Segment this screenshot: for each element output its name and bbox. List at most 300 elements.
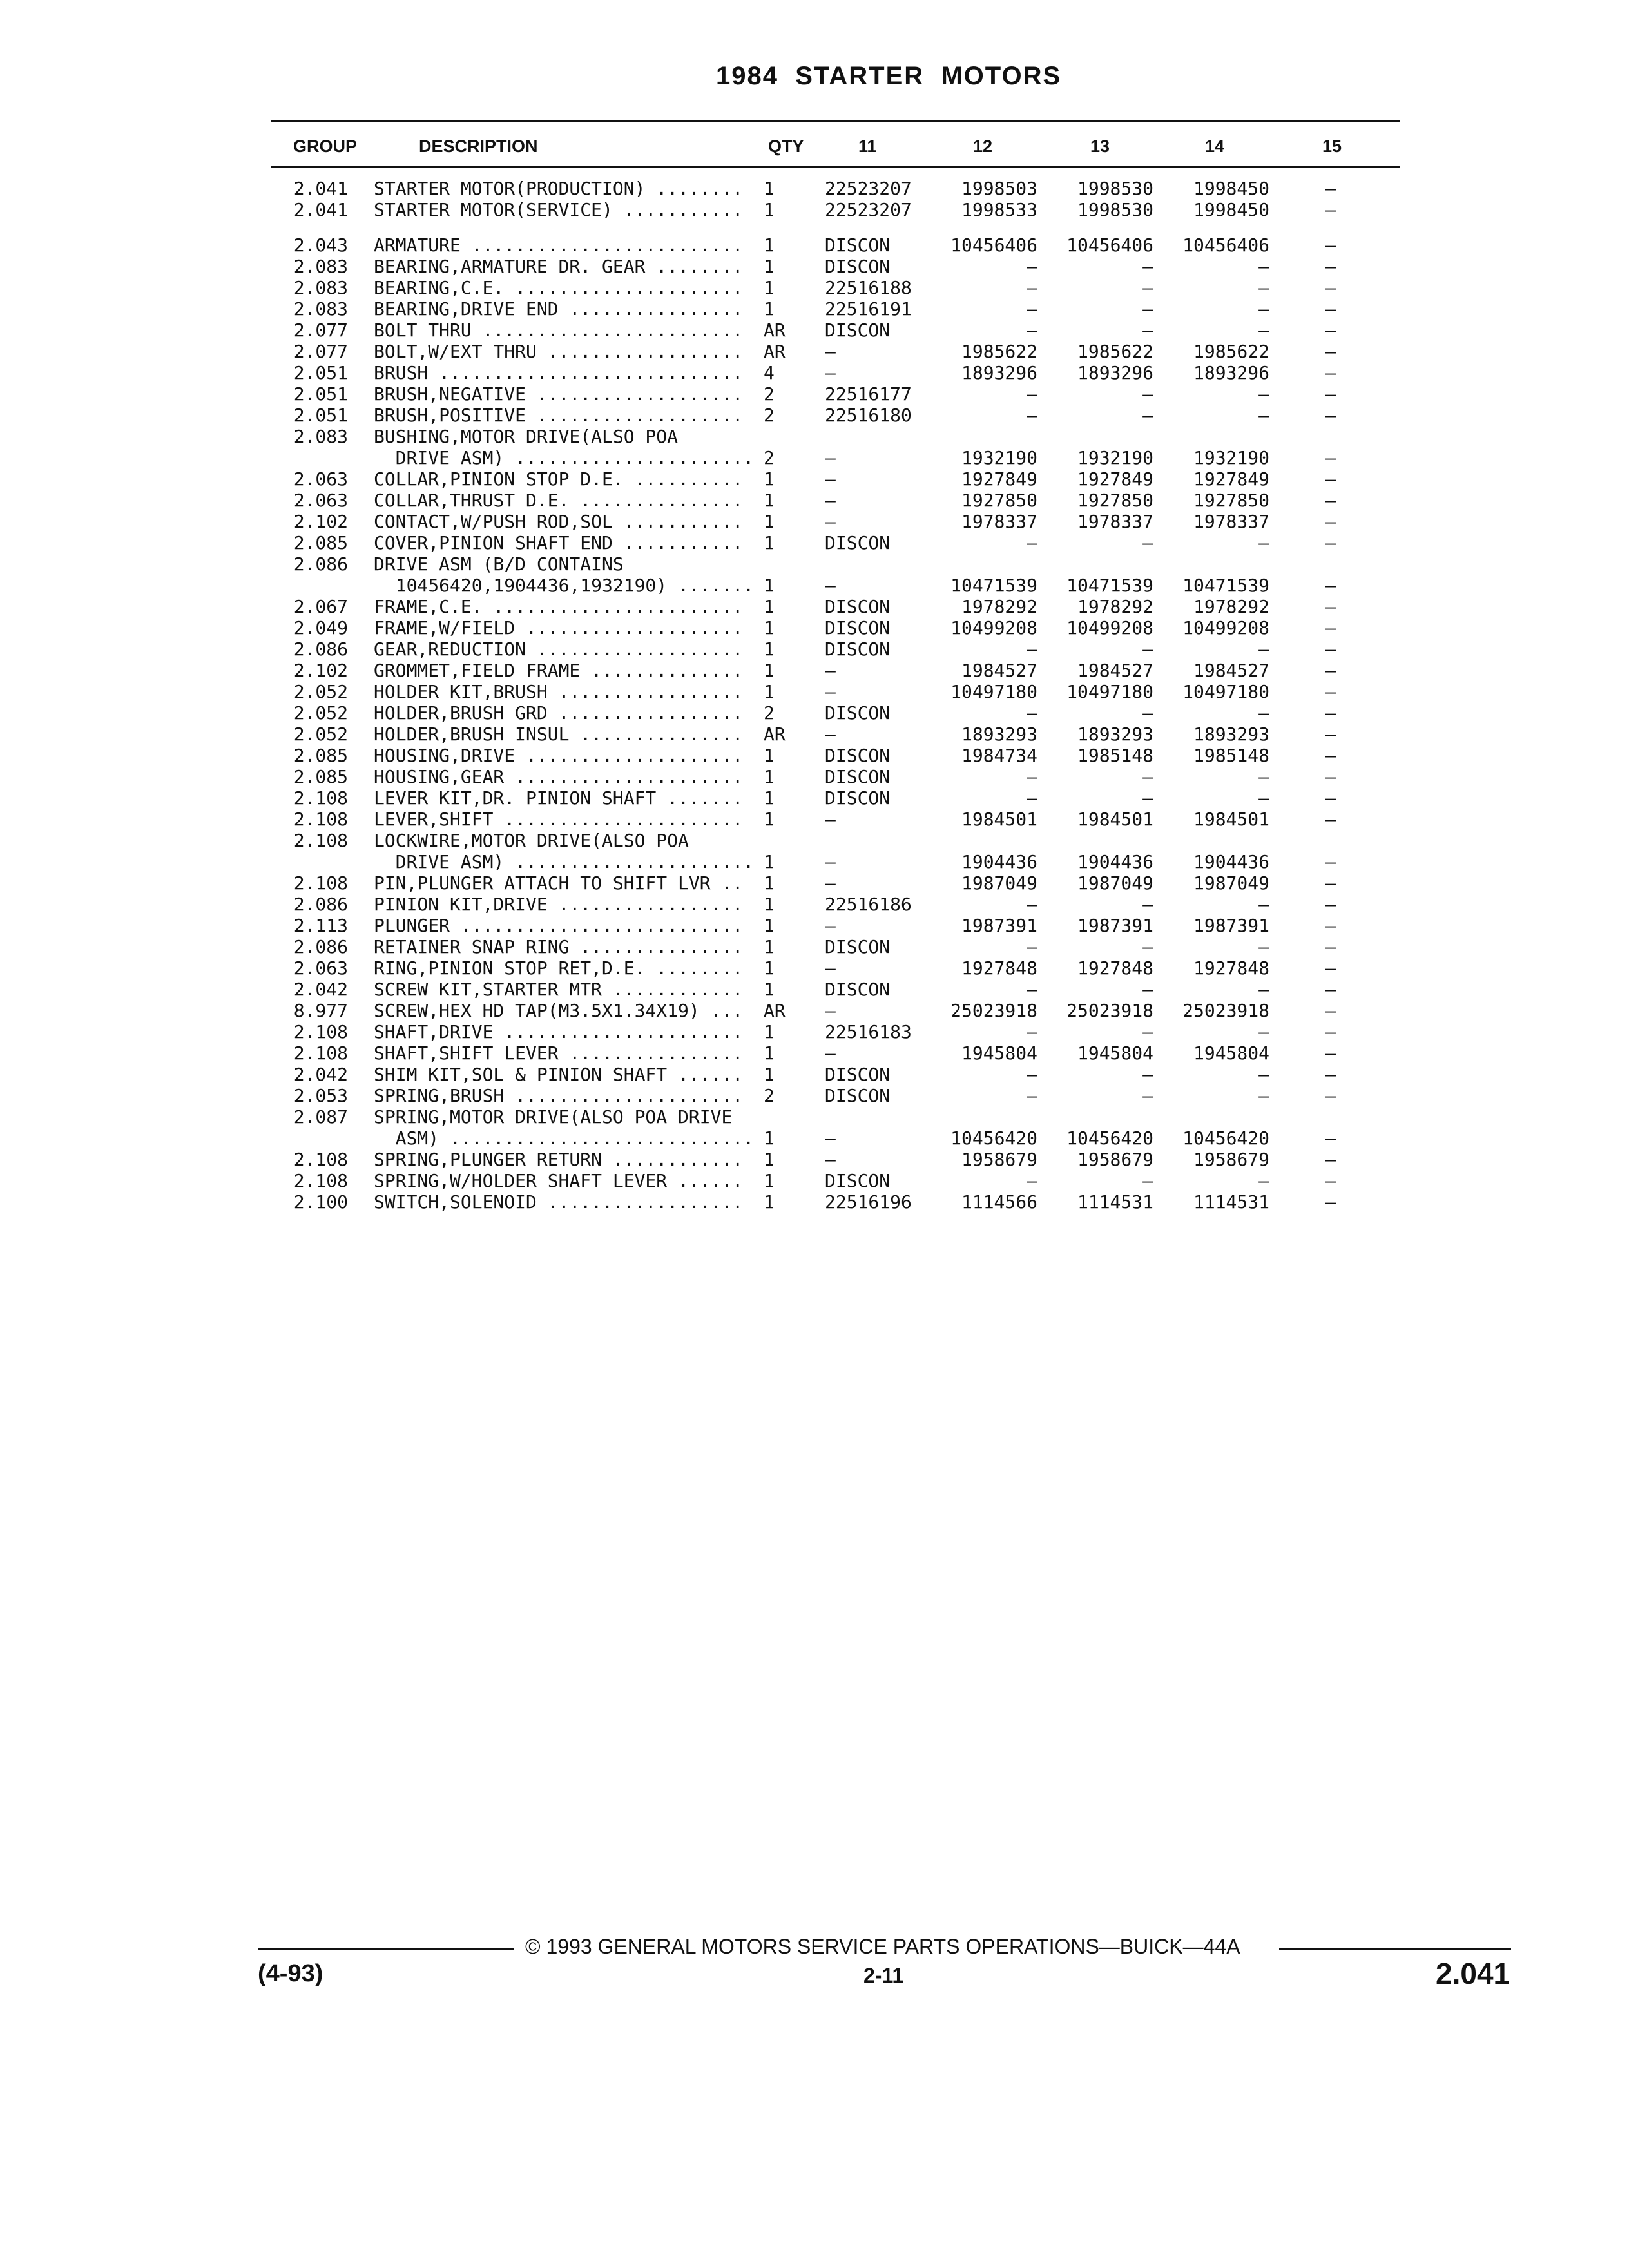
col-15-cell: — xyxy=(1325,447,1336,468)
col-12-cell: 1932190 xyxy=(961,447,1037,468)
description-cell: LOCKWIRE,MOTOR DRIVE(ALSO POA xyxy=(374,830,689,851)
qty-cell: 2 xyxy=(764,405,775,426)
col-11-cell: — xyxy=(825,872,836,894)
col-header-qty: QTY xyxy=(768,137,804,156)
col-14-cell: 1984501 xyxy=(1193,809,1269,830)
col-14-cell: 1893293 xyxy=(1193,724,1269,745)
col-13-cell: 1927850 xyxy=(1077,490,1153,511)
qty-cell: 1 xyxy=(764,199,775,220)
description-cell: PIN,PLUNGER ATTACH TO SHIFT LVR .. xyxy=(374,872,744,894)
table-row xyxy=(0,362,1629,383)
qty-cell: 1 xyxy=(764,915,775,936)
col-15-cell: — xyxy=(1325,277,1336,298)
col-13-cell: 1893293 xyxy=(1077,724,1153,745)
description-cell: BEARING,ARMATURE DR. GEAR ........ xyxy=(374,256,744,277)
group-cell: 2.108 xyxy=(293,1149,348,1170)
col-14-cell: 1904436 xyxy=(1193,851,1269,872)
table-row xyxy=(0,915,1629,936)
col-11-cell: — xyxy=(825,1149,836,1170)
qty-cell: 1 xyxy=(764,745,775,766)
table-row xyxy=(0,256,1629,277)
footer-rule-right xyxy=(1279,1948,1511,1950)
col-15-cell: — xyxy=(1325,639,1336,660)
col-11-cell: 22516183 xyxy=(825,1021,912,1043)
col-13-cell: 25023918 xyxy=(1066,1000,1153,1021)
col-15-cell: — xyxy=(1325,468,1336,490)
qty-cell: 1 xyxy=(764,872,775,894)
col-15-cell: — xyxy=(1325,532,1336,553)
col-15-cell: — xyxy=(1325,979,1336,1000)
group-cell: 2.108 xyxy=(293,1170,348,1191)
col-15-cell: — xyxy=(1325,936,1336,957)
group-cell: 2.042 xyxy=(293,1064,348,1085)
description-cell: HOLDER KIT,BRUSH ................. xyxy=(374,681,744,702)
col-13-cell: 1998530 xyxy=(1077,199,1153,220)
table-row xyxy=(0,1128,1629,1149)
table-row xyxy=(0,1064,1629,1085)
col-12-cell: 25023918 xyxy=(950,1000,1037,1021)
table-row xyxy=(0,787,1629,809)
col-14-cell: 1987049 xyxy=(1193,872,1269,894)
qty-cell: 1 xyxy=(764,766,775,787)
col-14-cell: 25023918 xyxy=(1182,1000,1269,1021)
table-row xyxy=(0,596,1629,617)
col-15-cell: — xyxy=(1325,1000,1336,1021)
col-11-cell: — xyxy=(825,447,836,468)
qty-cell: 1 xyxy=(764,511,775,532)
col-12-cell: 1998533 xyxy=(961,199,1037,220)
col-14-cell: 1114531 xyxy=(1193,1191,1269,1213)
col-12-cell: — xyxy=(1027,894,1037,915)
col-13-cell: 1984527 xyxy=(1077,660,1153,681)
col-15-cell: — xyxy=(1325,1170,1336,1191)
col-15-cell: — xyxy=(1325,1043,1336,1064)
col-12-cell: — xyxy=(1027,532,1037,553)
footer-copyright: © 1993 GENERAL MOTORS SERVICE PARTS OPERATIONS—BUICK—44A xyxy=(525,1935,1240,1958)
description-cell: BUSHING,MOTOR DRIVE(ALSO POA xyxy=(374,426,679,447)
group-cell: 2.085 xyxy=(293,766,348,787)
col-13-cell: — xyxy=(1142,532,1153,553)
qty-cell: 1 xyxy=(764,617,775,639)
col-12-cell: 1893293 xyxy=(961,724,1037,745)
qty-cell: 1 xyxy=(764,894,775,915)
col-14-cell: — xyxy=(1258,383,1269,405)
col-14-cell: 1978337 xyxy=(1193,511,1269,532)
group-cell: 2.052 xyxy=(293,702,348,724)
group-cell: 2.051 xyxy=(293,383,348,405)
qty-cell: 1 xyxy=(764,660,775,681)
qty-cell: 1 xyxy=(764,468,775,490)
col-12-cell: 1984501 xyxy=(961,809,1037,830)
col-header-15: 15 xyxy=(1322,137,1342,156)
col-15-cell: — xyxy=(1325,235,1336,256)
parts-table xyxy=(0,178,1629,1213)
col-11-cell: 22516177 xyxy=(825,383,912,405)
description-cell: RETAINER SNAP RING ............... xyxy=(374,936,744,957)
col-12-cell: — xyxy=(1027,936,1037,957)
col-14-cell: — xyxy=(1258,320,1269,341)
table-row xyxy=(0,1191,1629,1213)
qty-cell: AR xyxy=(764,320,786,341)
table-row xyxy=(0,1000,1629,1021)
col-14-cell: — xyxy=(1258,1064,1269,1085)
col-11-cell: DISCON xyxy=(825,235,891,256)
qty-cell: 1 xyxy=(764,681,775,702)
col-14-cell: — xyxy=(1258,298,1269,320)
col-11-cell: DISCON xyxy=(825,745,891,766)
qty-cell: 1 xyxy=(764,1170,775,1191)
description-cell: STARTER MOTOR(SERVICE) ........... xyxy=(374,199,744,220)
col-11-cell: 22516180 xyxy=(825,405,912,426)
col-13-cell: — xyxy=(1142,766,1153,787)
col-12-cell: — xyxy=(1027,1021,1037,1043)
col-15-cell: — xyxy=(1325,702,1336,724)
col-13-cell: — xyxy=(1142,277,1153,298)
col-14-cell: 1927849 xyxy=(1193,468,1269,490)
col-12-cell: 1985622 xyxy=(961,341,1037,362)
col-13-cell: 10499208 xyxy=(1066,617,1153,639)
table-row xyxy=(0,405,1629,426)
description-cell: CONTACT,W/PUSH ROD,SOL ........... xyxy=(374,511,744,532)
col-11-cell: — xyxy=(825,660,836,681)
col-14-cell: — xyxy=(1258,766,1269,787)
description-cell: LEVER,SHIFT ...................... xyxy=(374,809,744,830)
col-13-cell: — xyxy=(1142,1021,1153,1043)
col-13-cell: — xyxy=(1142,405,1153,426)
description-cell: SHAFT,DRIVE ...................... xyxy=(374,1021,744,1043)
description-cell: RING,PINION STOP RET,D.E. ........ xyxy=(374,957,744,979)
description-cell: BEARING,C.E. ..................... xyxy=(374,277,744,298)
col-14-cell: 10456420 xyxy=(1182,1128,1269,1149)
table-row xyxy=(0,199,1629,220)
group-cell: 2.051 xyxy=(293,405,348,426)
qty-cell: 1 xyxy=(764,178,775,199)
description-cell: 10456420,1904436,1932190) ....... xyxy=(374,575,755,596)
col-13-cell: — xyxy=(1142,256,1153,277)
col-12-cell: — xyxy=(1027,277,1037,298)
col-12-cell: 1904436 xyxy=(961,851,1037,872)
col-15-cell: — xyxy=(1325,362,1336,383)
col-13-cell: — xyxy=(1142,894,1153,915)
col-14-cell: 1958679 xyxy=(1193,1149,1269,1170)
group-cell: 2.041 xyxy=(293,199,348,220)
col-13-cell: 10497180 xyxy=(1066,681,1153,702)
col-15-cell: — xyxy=(1325,199,1336,220)
col-14-cell: 1998450 xyxy=(1193,199,1269,220)
col-12-cell: — xyxy=(1027,256,1037,277)
col-11-cell: — xyxy=(825,1043,836,1064)
col-header-11: 11 xyxy=(858,137,877,156)
col-13-cell: — xyxy=(1142,1064,1153,1085)
group-cell: 2.087 xyxy=(293,1106,348,1128)
description-cell: SWITCH,SOLENOID .................. xyxy=(374,1191,744,1213)
footer-date: (4-93) xyxy=(258,1960,323,1987)
col-13-cell: 1904436 xyxy=(1077,851,1153,872)
qty-cell: 1 xyxy=(764,851,775,872)
col-14-cell: 1985622 xyxy=(1193,341,1269,362)
group-cell: 2.077 xyxy=(293,320,348,341)
description-cell: BRUSH ............................ xyxy=(374,362,744,383)
footer-page-number: 2-11 xyxy=(863,1964,904,1987)
description-cell: BOLT THRU ........................ xyxy=(374,320,744,341)
col-11-cell: — xyxy=(825,468,836,490)
description-cell: GEAR,REDUCTION ................... xyxy=(374,639,744,660)
table-row xyxy=(0,468,1629,490)
col-12-cell: 10497180 xyxy=(950,681,1037,702)
col-11-cell: — xyxy=(825,575,836,596)
col-11-cell: 22516196 xyxy=(825,1191,912,1213)
col-14-cell: — xyxy=(1258,405,1269,426)
col-15-cell: — xyxy=(1325,766,1336,787)
col-14-cell: — xyxy=(1258,1085,1269,1106)
group-cell: 2.083 xyxy=(293,277,348,298)
col-11-cell: — xyxy=(825,511,836,532)
col-15-cell: — xyxy=(1325,341,1336,362)
table-row xyxy=(0,851,1629,872)
description-cell: SCREW KIT,STARTER MTR ............ xyxy=(374,979,744,1000)
col-13-cell: — xyxy=(1142,787,1153,809)
group-cell: 2.113 xyxy=(293,915,348,936)
group-cell: 2.063 xyxy=(293,468,348,490)
table-row xyxy=(0,724,1629,745)
description-cell: BEARING,DRIVE END ................ xyxy=(374,298,744,320)
qty-cell: 1 xyxy=(764,787,775,809)
table-row xyxy=(0,490,1629,511)
col-14-cell: — xyxy=(1258,277,1269,298)
description-cell: ASM) ............................ xyxy=(374,1128,755,1149)
table-row xyxy=(0,681,1629,702)
qty-cell: AR xyxy=(764,341,786,362)
table-row xyxy=(0,766,1629,787)
qty-cell: 1 xyxy=(764,1128,775,1149)
col-15-cell: — xyxy=(1325,1064,1336,1085)
col-12-cell: 10456406 xyxy=(950,235,1037,256)
table-row xyxy=(0,894,1629,915)
col-header-group: GROUP xyxy=(293,137,358,156)
col-14-cell: 1978292 xyxy=(1193,596,1269,617)
col-12-cell: 10456420 xyxy=(950,1128,1037,1149)
group-cell: 2.108 xyxy=(293,872,348,894)
col-14-cell: — xyxy=(1258,894,1269,915)
group-cell: 2.041 xyxy=(293,178,348,199)
col-15-cell: — xyxy=(1325,405,1336,426)
description-cell: COLLAR,PINION STOP D.E. .......... xyxy=(374,468,744,490)
qty-cell: 1 xyxy=(764,979,775,1000)
col-14-cell: — xyxy=(1258,1170,1269,1191)
description-cell: PINION KIT,DRIVE ................. xyxy=(374,894,744,915)
col-15-cell: — xyxy=(1325,1021,1336,1043)
group-cell: 2.083 xyxy=(293,426,348,447)
qty-cell: 1 xyxy=(764,936,775,957)
description-cell: GROMMET,FIELD FRAME .............. xyxy=(374,660,744,681)
description-cell: ARMATURE ......................... xyxy=(374,235,744,256)
col-12-cell: 1987049 xyxy=(961,872,1037,894)
group-cell: 2.085 xyxy=(293,532,348,553)
col-14-cell: 1927850 xyxy=(1193,490,1269,511)
col-11-cell: DISCON xyxy=(825,702,891,724)
col-11-cell: — xyxy=(825,724,836,745)
col-13-cell: — xyxy=(1142,320,1153,341)
col-15-cell: — xyxy=(1325,660,1336,681)
col-13-cell: 1932190 xyxy=(1077,447,1153,468)
col-12-cell: — xyxy=(1027,383,1037,405)
qty-cell: 1 xyxy=(764,235,775,256)
col-14-cell: — xyxy=(1258,702,1269,724)
qty-cell: 1 xyxy=(764,490,775,511)
description-cell: PLUNGER .......................... xyxy=(374,915,744,936)
col-14-cell: 10456406 xyxy=(1182,235,1269,256)
col-11-cell: — xyxy=(825,809,836,830)
table-row xyxy=(0,809,1629,830)
group-cell: 2.052 xyxy=(293,681,348,702)
table-row xyxy=(0,553,1629,575)
col-13-cell: — xyxy=(1142,639,1153,660)
qty-cell: AR xyxy=(764,1000,786,1021)
col-14-cell: 10497180 xyxy=(1182,681,1269,702)
col-header-description: DESCRIPTION xyxy=(419,137,538,156)
col-13-cell: — xyxy=(1142,1085,1153,1106)
col-12-cell: — xyxy=(1027,1170,1037,1191)
description-cell: HOLDER,BRUSH INSUL ............... xyxy=(374,724,744,745)
col-15-cell: — xyxy=(1325,957,1336,979)
group-cell: 2.102 xyxy=(293,660,348,681)
col-15-cell: — xyxy=(1325,490,1336,511)
qty-cell: 1 xyxy=(764,809,775,830)
col-15-cell: — xyxy=(1325,596,1336,617)
group-cell: 2.085 xyxy=(293,745,348,766)
group-cell: 2.086 xyxy=(293,553,348,575)
col-12-cell: 1927848 xyxy=(961,957,1037,979)
col-11-cell: — xyxy=(825,341,836,362)
col-15-cell: — xyxy=(1325,681,1336,702)
col-12-cell: — xyxy=(1027,1085,1037,1106)
col-11-cell: — xyxy=(825,1000,836,1021)
col-13-cell: — xyxy=(1142,936,1153,957)
group-cell: 2.051 xyxy=(293,362,348,383)
description-cell: HOUSING,DRIVE .................... xyxy=(374,745,744,766)
table-row xyxy=(0,320,1629,341)
table-row xyxy=(0,1170,1629,1191)
footer-section-number: 2.041 xyxy=(1436,1957,1510,1990)
col-13-cell: 10456406 xyxy=(1066,235,1153,256)
col-15-cell: — xyxy=(1325,575,1336,596)
col-13-cell: 1984501 xyxy=(1077,809,1153,830)
table-row xyxy=(0,575,1629,596)
group-cell: 2.108 xyxy=(293,1021,348,1043)
col-13-cell: — xyxy=(1142,383,1153,405)
col-12-cell: 1998503 xyxy=(961,178,1037,199)
col-11-cell: DISCON xyxy=(825,1085,891,1106)
qty-cell: 2 xyxy=(764,447,775,468)
description-cell: HOLDER,BRUSH GRD ................. xyxy=(374,702,744,724)
description-cell: STARTER MOTOR(PRODUCTION) ........ xyxy=(374,178,744,199)
col-13-cell: 1985148 xyxy=(1077,745,1153,766)
qty-cell: AR xyxy=(764,724,786,745)
table-row xyxy=(0,1021,1629,1043)
group-cell: 2.102 xyxy=(293,511,348,532)
col-13-cell: 10456420 xyxy=(1066,1128,1153,1149)
col-11-cell: 22516191 xyxy=(825,298,912,320)
col-12-cell: — xyxy=(1027,1064,1037,1085)
col-13-cell: 1998530 xyxy=(1077,178,1153,199)
col-12-cell: 10471539 xyxy=(950,575,1037,596)
col-11-cell: DISCON xyxy=(825,1170,891,1191)
qty-cell: 1 xyxy=(764,957,775,979)
col-15-cell: — xyxy=(1325,298,1336,320)
col-13-cell: 1945804 xyxy=(1077,1043,1153,1064)
col-12-cell: 1945804 xyxy=(961,1043,1037,1064)
page-title: 1984 STARTER MOTORS xyxy=(716,62,1062,90)
col-13-cell: 1978337 xyxy=(1077,511,1153,532)
col-13-cell: 1985622 xyxy=(1077,341,1153,362)
col-11-cell: DISCON xyxy=(825,617,891,639)
col-11-cell: — xyxy=(825,681,836,702)
col-14-cell: 10471539 xyxy=(1182,575,1269,596)
col-14-cell: — xyxy=(1258,936,1269,957)
description-cell: DRIVE ASM) ...................... xyxy=(374,447,755,468)
col-12-cell: — xyxy=(1027,639,1037,660)
table-row xyxy=(0,979,1629,1000)
description-cell: COLLAR,THRUST D.E. ............... xyxy=(374,490,744,511)
table-row xyxy=(0,617,1629,639)
col-11-cell: 22523207 xyxy=(825,178,912,199)
group-cell: 2.083 xyxy=(293,298,348,320)
col-15-cell: — xyxy=(1325,894,1336,915)
table-row xyxy=(0,1106,1629,1128)
col-14-cell: 1893296 xyxy=(1193,362,1269,383)
col-13-cell: 1927848 xyxy=(1077,957,1153,979)
qty-cell: 1 xyxy=(764,277,775,298)
table-row xyxy=(0,957,1629,979)
col-15-cell: — xyxy=(1325,511,1336,532)
col-14-cell: 1998450 xyxy=(1193,178,1269,199)
col-15-cell: — xyxy=(1325,851,1336,872)
col-11-cell: DISCON xyxy=(825,936,891,957)
col-11-cell: — xyxy=(825,957,836,979)
description-cell: DRIVE ASM) ...................... xyxy=(374,851,755,872)
col-13-cell: — xyxy=(1142,1170,1153,1191)
header-bottom-rule xyxy=(271,166,1400,168)
col-11-cell: DISCON xyxy=(825,979,891,1000)
col-13-cell: 1114531 xyxy=(1077,1191,1153,1213)
col-11-cell: DISCON xyxy=(825,320,891,341)
group-cell: 2.086 xyxy=(293,639,348,660)
col-14-cell: — xyxy=(1258,532,1269,553)
col-12-cell: — xyxy=(1027,979,1037,1000)
col-11-cell: DISCON xyxy=(825,1064,891,1085)
qty-cell: 4 xyxy=(764,362,775,383)
col-13-cell: — xyxy=(1142,979,1153,1000)
group-cell: 2.052 xyxy=(293,724,348,745)
description-cell: SPRING,MOTOR DRIVE(ALSO POA DRIVE xyxy=(374,1106,733,1128)
group-cell: 2.083 xyxy=(293,256,348,277)
col-14-cell: — xyxy=(1258,639,1269,660)
description-cell: HOUSING,GEAR ..................... xyxy=(374,766,744,787)
description-cell: BOLT,W/EXT THRU .................. xyxy=(374,341,744,362)
table-row xyxy=(0,511,1629,532)
group-cell: 2.049 xyxy=(293,617,348,639)
col-14-cell: 1932190 xyxy=(1193,447,1269,468)
qty-cell: 1 xyxy=(764,298,775,320)
col-15-cell: — xyxy=(1325,809,1336,830)
col-13-cell: 1978292 xyxy=(1077,596,1153,617)
col-14-cell: — xyxy=(1258,979,1269,1000)
qty-cell: 2 xyxy=(764,383,775,405)
col-13-cell: 1893296 xyxy=(1077,362,1153,383)
col-13-cell: 1927849 xyxy=(1077,468,1153,490)
col-13-cell: 10471539 xyxy=(1066,575,1153,596)
col-12-cell: 1978292 xyxy=(961,596,1037,617)
